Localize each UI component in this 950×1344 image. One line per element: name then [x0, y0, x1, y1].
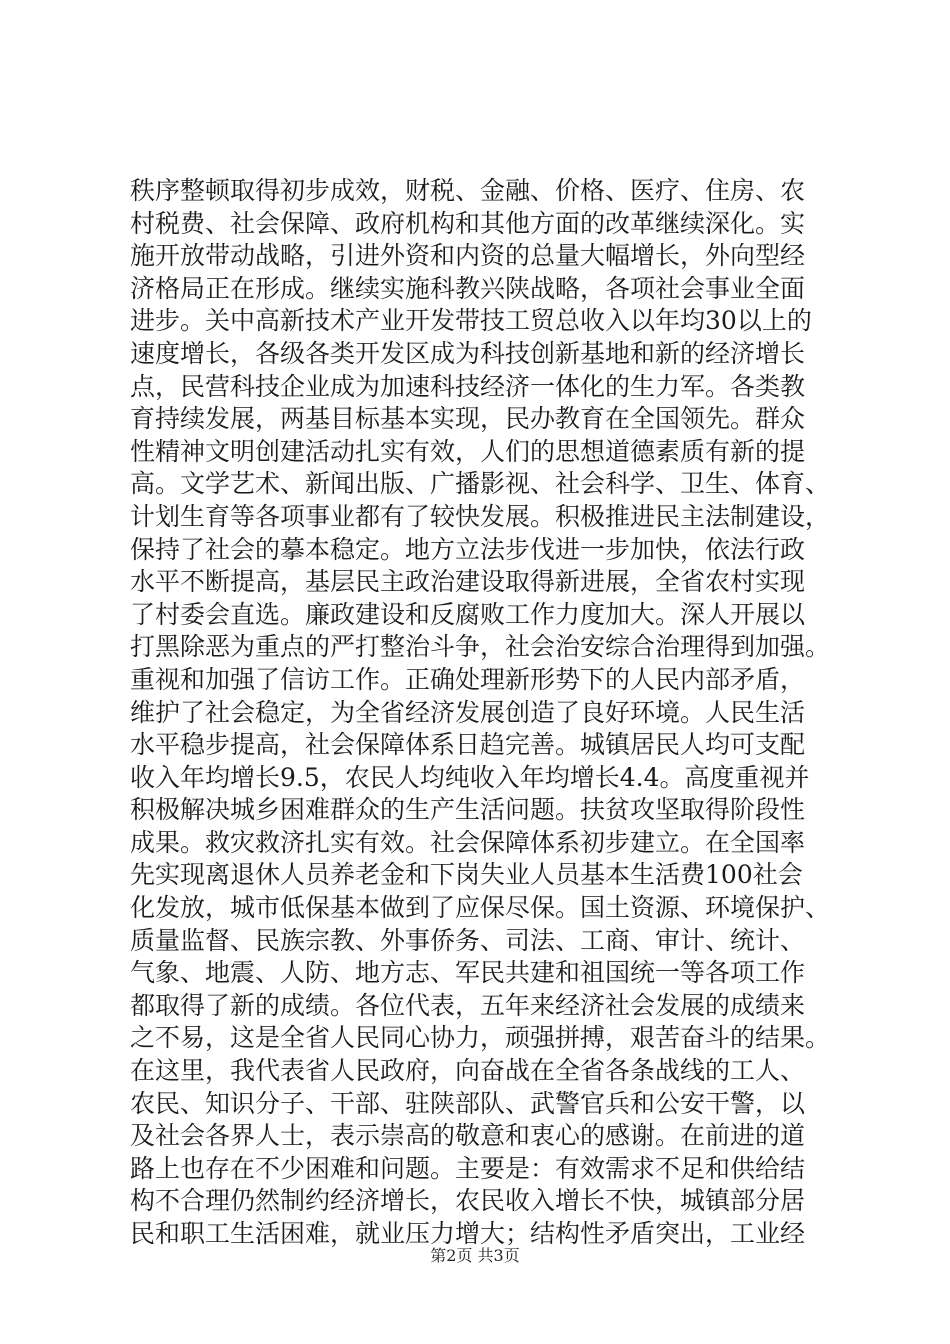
text-line: 气象、地震、人防、地方志、军民共建和祖国统一等各项工作: [130, 958, 806, 988]
text-line: 先实现离退休人员养老金和下岗失业人员基本生活费100社会: [130, 860, 803, 890]
text-line: 及社会各界人士，表示崇高的敬意和衷心的感谢。在前进的道: [130, 1121, 806, 1151]
text-line: 点，民营科技企业成为加速科技经济一体化的生力军。各类教: [130, 371, 806, 401]
text-line: 打黑除恶为重点的严打整治斗争，社会治安综合治理得到加强。: [130, 632, 831, 662]
text-line: 都取得了新的成绩。各位代表，五年来经济社会发展的成绩来: [130, 990, 806, 1020]
text-line: 育持续发展，两基目标基本实现，民办教育在全国领先。群众: [130, 404, 806, 434]
text-line: 质量监督、民族宗教、外事侨务、司法、工商、审计、统计、: [130, 925, 806, 955]
text-line: 速度增长，各级各类开发区成为科技创新基地和新的经济增长: [130, 338, 806, 368]
text-line: 水平不断提高，基层民主政治建设取得新进展，全省农村实现: [130, 567, 806, 597]
text-line: 农民、知识分子、干部、驻陕部队、武警官兵和公安干警，以: [130, 1088, 806, 1118]
text-line: 了村委会直选。廉政建设和反腐败工作力度加大。深人开展以: [130, 599, 806, 629]
text-line: 成果。救灾救济扎实有效。社会保障体系初步建立。在全国率: [130, 827, 806, 857]
text-line: 之不易，这是全省人民同心协力，顽强拼搏，艰苦奋斗的结果。: [130, 1023, 831, 1053]
text-line: 构不合理仍然制约经济增长，农民收入增长不快，城镇部分居: [130, 1186, 806, 1216]
text-line: 性精神文明创建活动扎实有效，人们的思想道德素质有新的提: [130, 436, 806, 466]
text-line: 在这里，我代表省人民政府，向奋战在全省各条战线的工人、: [130, 1056, 806, 1086]
text-line: 重视和加强了信访工作。正确处理新形势下的人民内部矛盾，: [130, 664, 806, 694]
text-line: 村税费、社会保障、政府机构和其他方面的改革继续深化。实: [130, 208, 806, 238]
text-line: 进步。关中高新技术产业开发带技工贸总收入以年均30以上的: [130, 306, 812, 336]
text-line: 路上也存在不少困难和问题。主要是：有效需求不足和供给结: [130, 1153, 806, 1183]
text-line: 保持了社会的摹本稳定。地方立法步伐进一步加快，依法行政: [130, 534, 806, 564]
text-line: 民和职工生活困难，就业压力增大；结构性矛盾突出，工业经: [130, 1219, 806, 1248]
text-line: 施开放带动战略，引进外资和内资的总量大幅增长，外向型经: [130, 241, 806, 271]
text-line: 收入年均增长9.5，农民人均纯收入年均增长4.4。高度重视并: [130, 762, 810, 792]
body-text: [130, 175, 830, 1251]
text-line: 秩序整顿取得初步成效，财税、金融、价格、医疗、住房、农: [130, 176, 806, 205]
text-line: 计划生育等各项事业都有了较快发展。积极推进民主法制建设，: [130, 501, 831, 531]
text-line: 高。文学艺术、新闻出版、广播影视、社会科学、卫生、体育、: [130, 469, 831, 499]
text-line: 济格局正在形成。继续实施科教兴陕战略，各项社会事业全面: [130, 273, 806, 303]
text-line: 维护了社会稳定，为全省经济发展创造了良好环境。人民生活: [130, 697, 806, 727]
page-footer: 第2页 共3页: [430, 1246, 520, 1265]
text-line: 水平稳步提高，社会保障体系日趋完善。城镇居民人均可支配: [130, 730, 806, 760]
text-line: 积极解决城乡困难群众的生产生活问题。扶贫攻坚取得阶段性: [130, 795, 806, 825]
text-line: 化发放，城市低保基本做到了应保尽保。国土资源、环境保护、: [130, 893, 831, 923]
